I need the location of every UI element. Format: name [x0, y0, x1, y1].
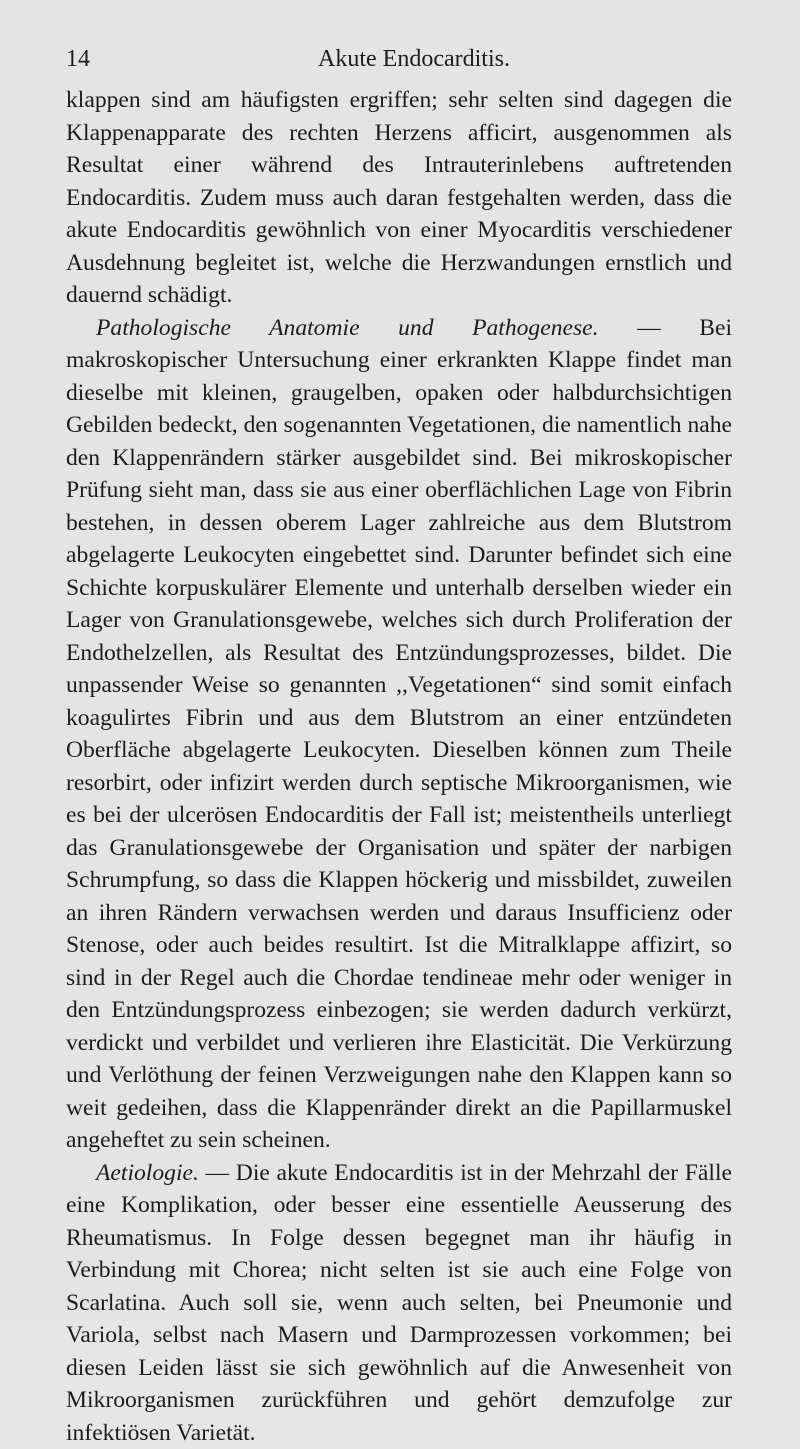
- body-text: [66, 84, 732, 1449]
- paragraph-aetiologie: [66, 1157, 732, 1449]
- running-title: Akute Endocarditis.: [66, 44, 722, 74]
- page-number: 14: [66, 44, 90, 74]
- running-head: [66, 44, 722, 74]
- paragraph-text: — Bei makroskopischer Untersuchung einer erkrankten Klappe findet man dieselbe mit kleinen, graugelben, opaken oder halbdurchsichtigen Gebilden bedeckt, den sogenannten Vegetationen, die namentlich nahe den Klappenrändern stärker ausgebildet sind. Bei mikroskopischer Prüfung sieht man, dass sie aus einer oberflächlichen Lage von Fibrin bestehen, in dessen oberem Lager zahlreiche aus dem Blutstrom abgelagerte Leukocyten eingebettet sind. Darunter befindet sich eine Schichte korpuskulärer Elemente und unterhalb derselben wieder ein Lager von Granulationsgewebe, welches sich durch Proliferation der Endothelzellen, als Resultat des Entzündungsprozesses, bildet. Die unpassender Weise so genannten ,,Vegetationen“ sind somit einfach koagulirtes Fibrin und aus dem Blutstrom an einer entzündeten Oberfläche abgelagerte Leukocyten. Dieselben können zum Theile resorbirt, oder infizirt werden durch septische Mikroorganismen, wie es bei der ulcerösen Endocarditis der Fall ist; meistentheils unterliegt das Granulationsgewebe der Organisation und später der narbigen Schrumpfung, so dass die Klappen höckerig und missbildet, zuweilen an ihren Rändern verwachsen werden und daraus Insufficienz oder Stenose, oder auch beides resultirt. Ist die Mitralklappe affizirt, so sind in der Regel auch die Chordae tendineae mehr oder weniger in den Entzündungsprozess einbezogen; sie werden dadurch verkürzt, verdickt und verbildet und verlieren ihre Elasticität. Die Verkürzung und Verlöthung der feinen Verzweigungen nahe den Klappen kann so weit gedeihen, dass die Klappenränder direkt an die Papillarmuskel angeheftet zu sein scheinen.: [66, 315, 732, 1154]
- paragraph-pathologische-anatomie: [66, 312, 732, 1157]
- paragraph-text: klappen sind am häufigsten ergriffen; sehr selten sind dagegen die Klappenapparate des rechten Herzens afficirt, ausgenommen als Resultat einer während des Intrauterinlebens auftretenden Endocarditis. Zudem muss auch daran festgehalten werden, dass die akute Endocarditis gewöhnlich von einer Myocarditis verschiedener Ausdehnung begleitet ist, welche die Herzwandungen ernstlich und dauernd schädigt.: [66, 87, 732, 308]
- section-heading-pathologische-anatomie: Pathologische Anatomie und Pathogenese.: [96, 315, 599, 341]
- paragraph-continuation: [66, 84, 732, 312]
- paragraph-text: — Die akute Endocarditis ist in der Mehrzahl der Fälle eine Komplikation, oder besser eine essentielle Aeusserung des Rheumatismus. In Folge dessen begegnet man ihr häufig in Verbindung mit Chorea; nicht selten ist sie auch eine Folge von Scarlatina. Auch soll sie, wenn auch selten, bei Pneumonie und Variola, selbst nach Masern und Darmprozessen vorkommen; bei diesen Leiden lässt sie sich gewöhnlich auf die Anwesenheit von Mikroorganismen zurückführen und gehört demzufolge zur infektiösen Varietät.: [66, 1160, 732, 1446]
- section-heading-aetiologie: Aetiologie.: [96, 1160, 199, 1186]
